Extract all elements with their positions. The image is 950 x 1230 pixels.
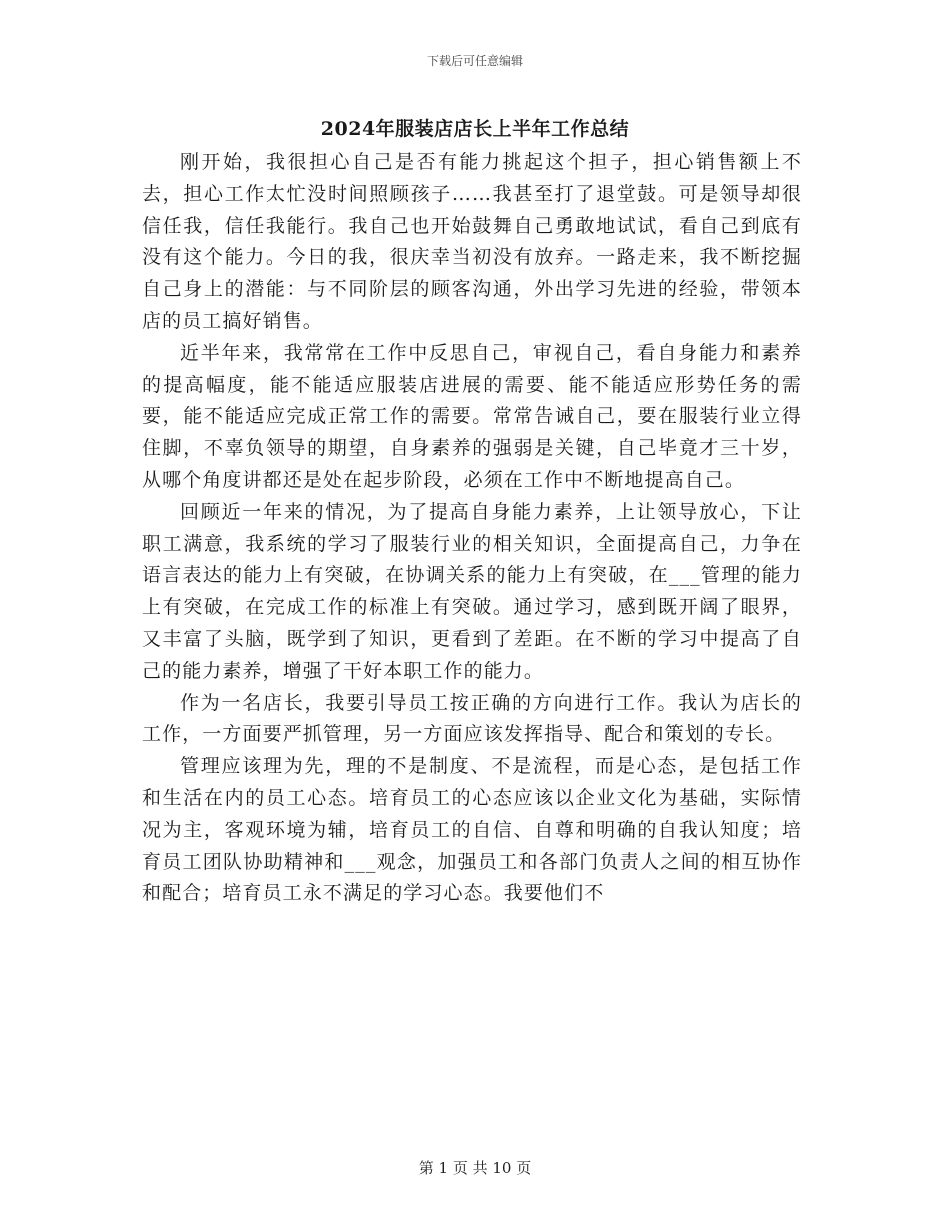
paragraph-1: 刚开始，我很担心自己是否有能力挑起这个担子，担心销售额上不去，担心工作太忙没时间照顾孩子……我甚至打了退堂鼓。可是领导却很信任我，信任我能行。我自己也开始鼓舞自己勇敢地试试，看自己到底有没有这个能力。今日的我，很庆幸当初没有放弃。一路走来，我不断挖掘自己身上的潜能：与不同阶层的顾客沟通，外出学习先进的经验，带领本店的员工搞好销售。 [142, 151, 802, 332]
page-number-footer: 第 1 页 共 10 页 [418, 1159, 532, 1177]
paragraph-4: 作为一名店长，我要引导员工按正确的方向进行工作。我认为店长的工作，一方面要严抓管理，另一方面应该发挥指导、配合和策划的专长。 [142, 691, 802, 746]
document-body [142, 147, 802, 910]
paragraph-2: 近半年来，我常常在工作中反思自己，审视自己，看自身能力和素养的提高幅度，能不能适应服装店进展的需要、能不能适应形势任务的需要，能不能适应完成正常工作的需要。常常告诫自己，要在服装行业立得住脚，不辜负领导的期望，自身素养的强弱是关键，自己毕竟才三十岁，从哪个角度讲都还是处在起步阶段，必须在工作中不断地提高自己。 [142, 341, 802, 491]
paragraph-5: 管理应该理为先，理的不是制度、不是流程，而是心态，是包括工作和生活在内的员工心态。培育员工的心态应该以企业文化为基础，实际情况为主，客观环境为辅，培育员工的自信、自尊和明确的自我认知度；培育员工团队协助精神和___观念，加强员工和各部门负责人之间的相互协作和配合；培育员工永不满足的学习心态。我要他们不 [142, 755, 802, 905]
paragraph-3: 回顾近一年来的情况，为了提高自身能力素养，上让领导放心，下让职工满意，我系统的学习了服装行业的相关知识，全面提高自己，力争在语言表达的能力上有突破，在协调关系的能力上有突破，在___管理的能力上有突破，在完成工作的标准上有突破。通过学习，感到既开阔了眼界，又丰富了头脑，既学到了知识，更看到了差距。在不断的学习中提高了自己的能力素养，增强了干好本职工作的能力。 [142, 500, 802, 682]
document-title: 2024年服装店店长上半年工作总结 [320, 118, 630, 140]
page-header-note: 下载后可任意编辑 [426, 54, 523, 68]
